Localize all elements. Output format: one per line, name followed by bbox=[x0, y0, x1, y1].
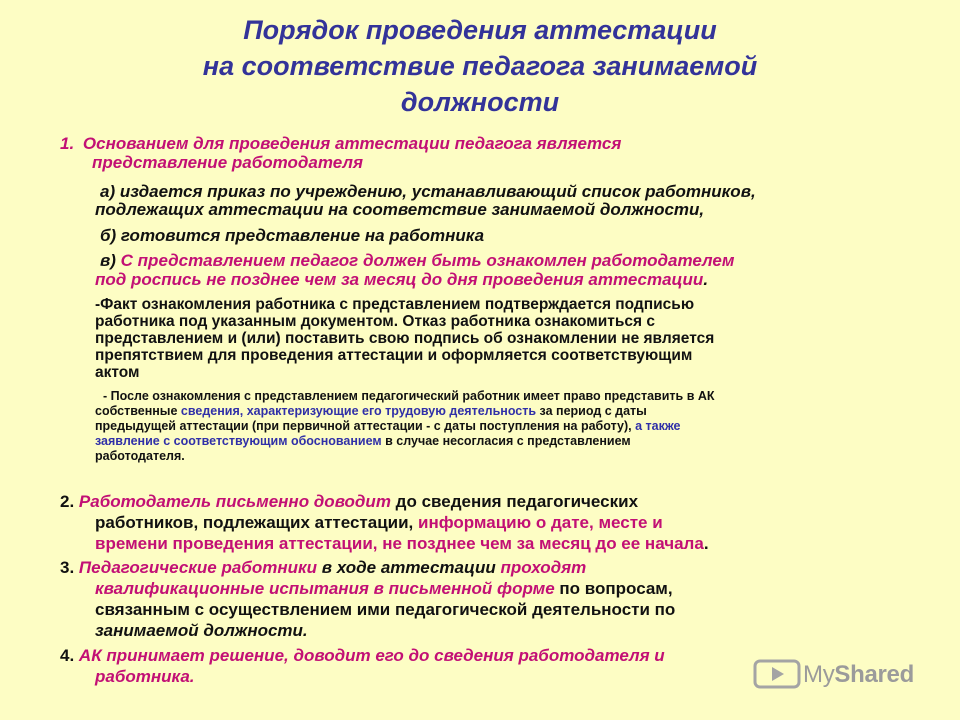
after-highlight-3: заявление с соответствующим обоснованием bbox=[95, 434, 382, 448]
myshared-text: MyShared bbox=[803, 661, 914, 688]
item-2-line-3: времени проведения аттестации, не позднее чем за месяц до ее начала. bbox=[95, 534, 709, 553]
item-2-number: 2. bbox=[60, 492, 75, 511]
fact-line-3: представлением и (или) поставить свою подпись об ознакомлении не является bbox=[95, 330, 715, 347]
title-line-1: Порядок проведения аттестации bbox=[243, 15, 717, 45]
item-3-line-2: квалификационные испытания в письменной форме по вопросам, bbox=[95, 579, 673, 598]
title-line-2: на соответствие педагога занимаемой bbox=[202, 51, 758, 81]
after-highlight-1: сведения, характеризующие его трудовую деятельность bbox=[180, 404, 537, 418]
item-1-line-1 bbox=[60, 134, 621, 153]
fact-line-2: работника под указанным документом. Отказ работника ознакомиться с bbox=[95, 313, 655, 330]
item-1-line-2: представление работодателя bbox=[92, 153, 363, 172]
after-line-3: предыдущей аттестации (при первичной аттестации - с даты поступления на работу), а также bbox=[95, 419, 681, 433]
item-1v-prefix: в) bbox=[100, 251, 116, 270]
item-3-line-4: занимаемой должности. bbox=[95, 621, 308, 640]
fact-line-4: препятствием для проведения аттестации и оформляется соответствующим bbox=[95, 347, 693, 364]
after-line-1: - После ознакомления с представлением педагогический работник имеет право представить в АК bbox=[103, 389, 715, 403]
item-1v-line-2: под роспись не позднее чем за месяц до дня проведения аттестации. bbox=[95, 270, 709, 289]
item-3-line-1: 3. Педагогические работники в ходе аттестации проходят bbox=[60, 558, 587, 577]
after-line-2: собственные сведения, характеризующие его трудовую деятельность за период с даты bbox=[95, 404, 647, 418]
item-4-number: 4. bbox=[60, 646, 75, 665]
item-1-text: Основанием для проведения аттестации педагога является bbox=[82, 134, 622, 153]
after-line-4: заявление с соответствующим обоснованием в случае несогласия с представлением bbox=[95, 434, 631, 448]
item-3-line-3: связанным с осуществлением ими педагогической деятельности по bbox=[95, 600, 676, 619]
fact-line-5: актом bbox=[95, 364, 140, 381]
item-1a-line-1: а) издается приказ по учреждению, устанавливающий список работников, bbox=[100, 182, 756, 201]
page-title bbox=[0, 12, 960, 120]
myshared-logo-icon bbox=[753, 658, 801, 692]
item-1v-text-2: под роспись не позднее чем за месяц до дня проведения аттестации bbox=[95, 270, 704, 289]
item-1b: б) готовится представление на работника bbox=[100, 226, 485, 245]
item-1v-text-1: С представлением педагог должен быть ознакомлен работодателем bbox=[120, 251, 735, 270]
title-line-3: должности bbox=[400, 87, 560, 117]
item-1v-line-1 bbox=[100, 251, 734, 270]
myshared-watermark bbox=[753, 658, 914, 692]
item-2-line-1: 2. Работодатель письменно доводит до сведения педагогических bbox=[60, 492, 639, 511]
item-3-number: 3. bbox=[60, 558, 75, 577]
item-1a-line-2: подлежащих аттестации на соответствие занимаемой должности, bbox=[95, 200, 705, 219]
fact-line-1: -Факт ознакомления работника с представлением подтверждается подписью bbox=[95, 296, 695, 313]
after-line-5: работодателя. bbox=[95, 449, 185, 463]
after-highlight-2: а также bbox=[635, 419, 681, 433]
item-4-line-1: 4. АК принимает решение, доводит его до сведения работодателя и bbox=[60, 646, 665, 665]
item-1-number: 1. bbox=[60, 134, 75, 153]
item-4-line-2: работника. bbox=[95, 667, 195, 686]
item-2-line-2: работников, подлежащих аттестации, информацию о дате, месте и bbox=[95, 513, 663, 532]
